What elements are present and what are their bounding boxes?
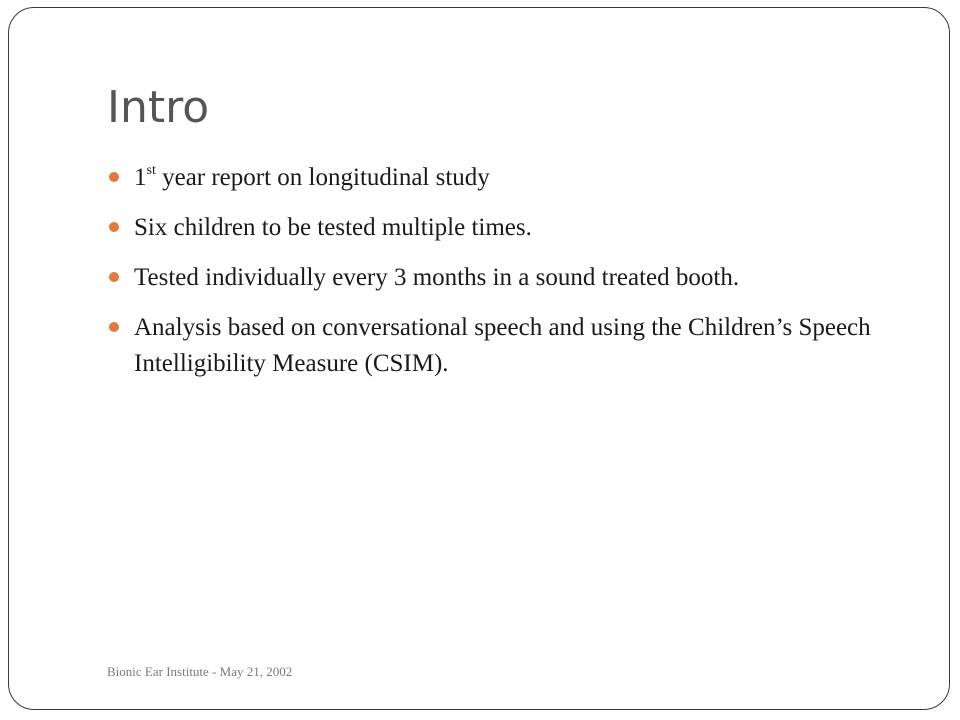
bullet-text-superscript: st xyxy=(146,162,156,178)
slide-title: Intro xyxy=(107,82,210,133)
bullet-dot-icon xyxy=(109,172,119,182)
bullet-list xyxy=(107,160,907,396)
bullet-item xyxy=(107,310,907,382)
bullet-text: Six children to be tested multiple times. xyxy=(134,214,532,241)
bullet-dot-icon xyxy=(109,272,119,282)
bullet-dot-icon xyxy=(109,322,119,332)
bullet-text-prefix: 1 xyxy=(134,164,147,191)
slide-footer: Bionic Ear Institute - May 21, 2002 xyxy=(107,664,293,679)
bullet-item xyxy=(107,210,907,246)
bullet-text-suffix: year report on longitudinal study xyxy=(155,164,490,191)
bullet-item xyxy=(107,160,907,196)
bullet-text: Analysis based on conversational speech and using the Children’s Speech Intelligibility Measure (CSIM). xyxy=(134,314,871,377)
bullet-dot-icon xyxy=(109,222,119,232)
bullet-item xyxy=(107,260,907,296)
bullet-text: Tested individually every 3 months in a sound treated booth. xyxy=(134,264,740,291)
